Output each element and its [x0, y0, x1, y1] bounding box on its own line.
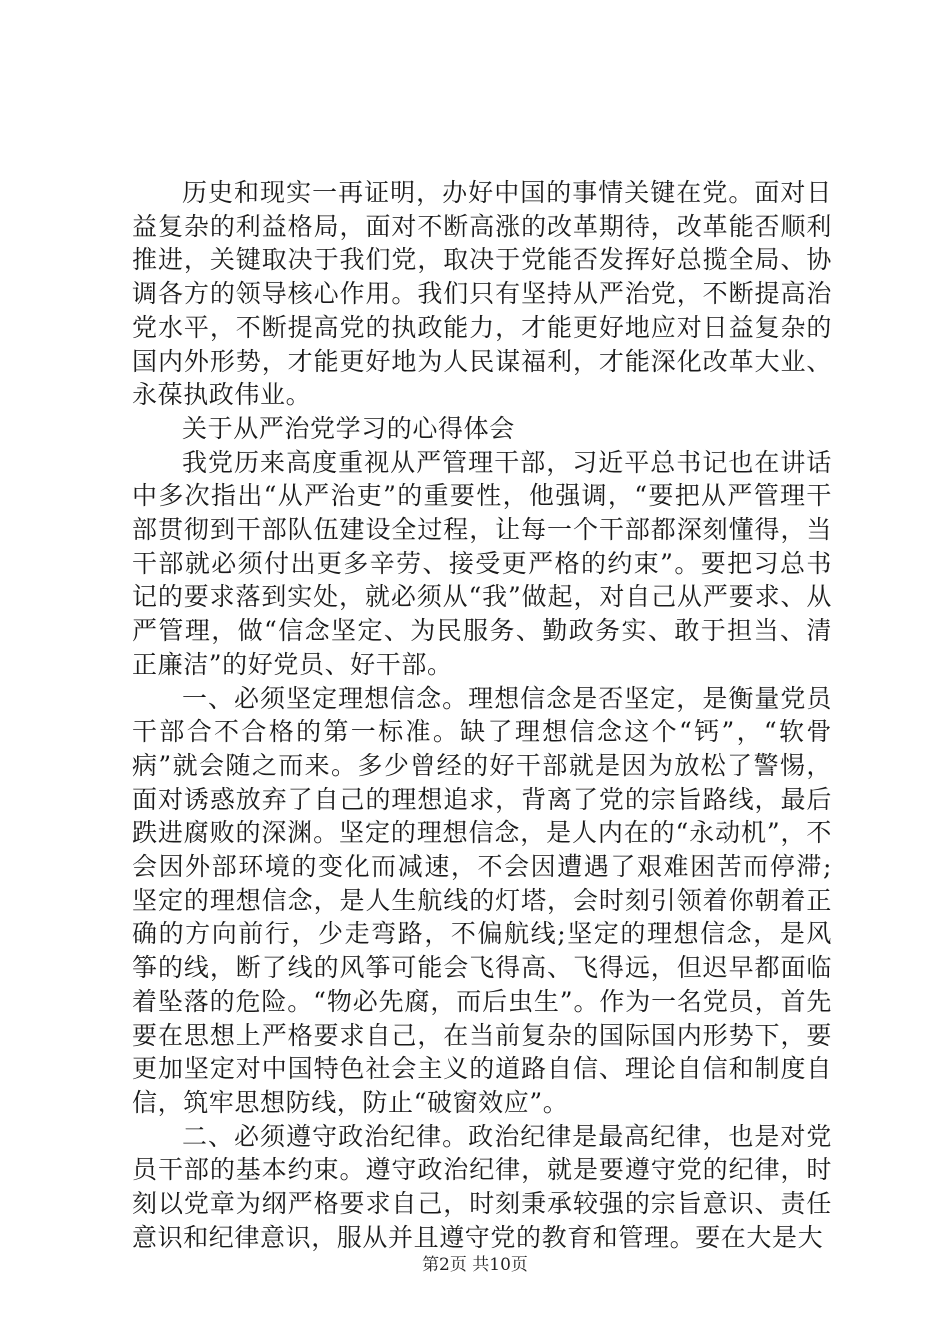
page-number-footer: 第2页 共10页: [422, 1255, 528, 1275]
paragraph-overview: 我党历来高度重视从严管理干部，习近平总书记也在讲话中多次指出“从严治吏”的重要性，他强调，“要把从严管理干部贯彻到干部队伍建设全过程，让每一个干部都深刻懂得，当干部就必须付出更多辛劳、接受更严格的约束”。要把习总书记的要求落到实处，就必须从“我”做起，对自己从严要求、从严管理，做“信念坚定、为民服务、勤政务实、敢于担当、清正廉洁”的好党员、好干部。: [132, 447, 832, 679]
section-heading: 关于从严治党学习的心得体会: [182, 413, 515, 443]
document-body: [132, 176, 832, 1255]
paragraph-point-one: 一、必须坚定理想信念。理想信念是否坚定，是衡量党员干部合不合格的第一标准。缺了理想信念这个“钙”，“软骨病”就会随之而来。多少曾经的好干部就是因为放松了警惕，面对诱惑放弃了自己的理想追求，背离了党的宗旨路线，最后跌进腐败的深渊。坚定的理想信念，是人内在的“永动机”，不会因外部环境的变化而减速，不会因遭遇了艰难困苦而停滞;坚定的理想信念，是人生航线的灯塔，会时刻引领着你朝着正确的方向前行，少走弯路，不偏航线;坚定的理想信念，是风筝的线，断了线的风筝可能会飞得高、飞得远，但迟早都面临着坠落的危险。“物必先腐，而后虫生”。作为一名党员，首先要在思想上严格要求自己，在当前复杂的国际国内形势下，要更加坚定对中国特色社会主义的道路自信、理论自信和制度自信，筑牢思想防线，防止“破窗效应”。: [132, 683, 832, 1117]
paragraph-intro: 历史和现实一再证明，办好中国的事情关键在党。面对日益复杂的利益格局，面对不断高涨的改革期待，改革能否顺利推进，关键取决于我们党，取决于党能否发挥好总揽全局、协调各方的领导核心作用。我们只有坚持从严治党，不断提高治党水平，不断提高党的执政能力，才能更好地应对日益复杂的国内外形势，才能更好地为人民谋福利，才能深化改革大业、永葆执政伟业。: [132, 178, 832, 410]
paragraph-point-two: 二、必须遵守政治纪律。政治纪律是最高纪律，也是对党员干部的基本约束。遵守政治纪律，就是要遵守党的纪律，时刻以党章为纲严格要求自己，时刻秉承较强的宗旨意识、责任意识和纪律意识，服从并且遵守党的教育和管理。要在大是大: [132, 1121, 832, 1252]
